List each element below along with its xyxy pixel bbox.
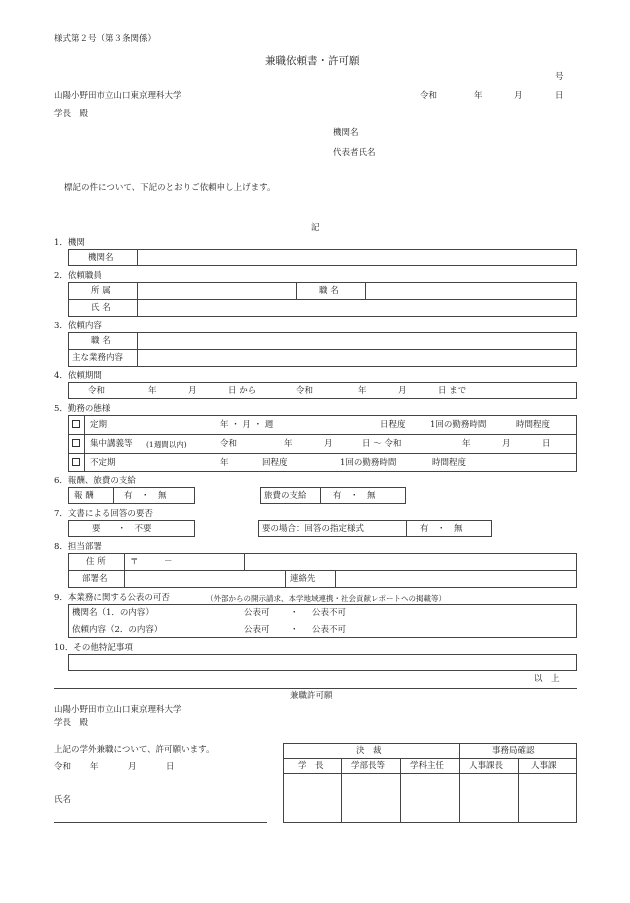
work-irregular-label: 不定期: [90, 458, 116, 468]
work-intensive-day2: 日: [542, 439, 551, 449]
org-label: 機関名: [88, 253, 114, 263]
period-year2: 年: [358, 386, 367, 396]
section8-heading: 8．担当部署: [54, 542, 102, 552]
date-month: 月: [514, 91, 523, 101]
permit-year: 年: [90, 762, 99, 772]
work-irregular-year: 年: [220, 458, 229, 468]
work-intensive-checkbox[interactable]: [72, 439, 80, 447]
permit-university: 山陽小野田市立山口東京理科大学: [54, 705, 182, 715]
reply-format-label: 要の場合：回答の指定様式: [262, 524, 365, 534]
work-intensive-year1: 年: [284, 439, 293, 449]
permit-title: 兼職許可願: [290, 691, 333, 701]
dept-name-label: 部署名: [82, 574, 108, 584]
work-intensive-month2: 月: [502, 439, 511, 449]
period-month2: 月: [398, 386, 407, 396]
section10-heading: 10．その他特記事項: [54, 643, 133, 653]
publish-org-ok[interactable]: 公表可: [244, 608, 270, 618]
office-header: 事務局確認: [492, 746, 535, 756]
signature-line: [54, 822, 267, 823]
decision-header: 決 裁: [356, 746, 382, 756]
staff-dept-label: 所 属: [91, 286, 111, 296]
work-intensive-label: 集中講義等: [90, 439, 133, 449]
work-irregular-hours: 1回の勤務時間: [340, 458, 397, 468]
travel-label: 旅費の支給: [264, 491, 307, 501]
end-mark: 以 上: [534, 674, 560, 684]
dept-contact-label: 連絡先: [290, 574, 316, 584]
work-table: [68, 415, 577, 472]
publish-content-label: 依頼内容（2．の内容）: [72, 625, 163, 635]
number-suffix: 号: [555, 72, 564, 82]
org-table: [68, 249, 577, 266]
work-irregular-approx: 時間程度: [432, 458, 467, 468]
permit-name-label: 氏名: [54, 795, 72, 805]
permit-month: 月: [128, 762, 137, 772]
travel-options[interactable]: 有 ・ 無: [333, 491, 376, 501]
section9-note: （外部からの開示請求、本学地域連携・社会貢献レポートへの掲載等）: [206, 594, 446, 603]
reward-options[interactable]: 有 ・ 無: [124, 491, 167, 501]
publish-org-label: 機関名（1．の内容）: [72, 608, 154, 618]
period-era1: 令和: [88, 386, 106, 396]
work-regular-approx: 時間程度: [516, 420, 551, 430]
col-dept-head: 学科主任: [410, 761, 445, 771]
section9-heading: 9．本業務に関する公表の可否: [54, 593, 170, 603]
permit-addressee: 学長 殿: [54, 718, 89, 728]
work-intensive-note: (1週間以内): [146, 440, 187, 449]
section5-heading: 5．勤務の態様: [54, 404, 111, 414]
work-intensive-era1: 令和: [220, 439, 238, 449]
work-irregular-times: 回程度: [262, 458, 288, 468]
period-day2: 日 まで: [438, 386, 467, 396]
work-intensive-day1: 日 〜 令和: [362, 439, 402, 449]
col-president: 学 長: [298, 761, 324, 771]
col-hr: 人事課: [531, 761, 557, 771]
form-number: 様式第２号（第３条関係）: [54, 34, 157, 44]
work-irregular-checkbox[interactable]: [72, 458, 80, 466]
reply-format-options[interactable]: 有 ・ 無: [420, 524, 463, 534]
section4-heading: 4．依頼期間: [54, 371, 102, 381]
permit-day: 日: [166, 762, 175, 772]
staff-name-label: 氏 名: [91, 303, 111, 313]
work-intensive-month1: 月: [324, 439, 333, 449]
work-regular-days: 日程度: [380, 420, 406, 430]
col-hr-manager: 人事課長: [469, 761, 504, 771]
reward-label: 報 酬: [74, 491, 94, 501]
staff-post-label: 職 名: [319, 286, 339, 296]
period-day1: 日 から: [228, 386, 257, 396]
publish-org-ng[interactable]: 公表不可: [312, 608, 347, 618]
date-day: 日: [555, 91, 564, 101]
work-regular-period: 年 ・ 月 ・ 週: [220, 420, 274, 430]
section7-heading: 7．文書による回答の要否: [54, 509, 153, 519]
permit-era: 令和: [54, 762, 72, 772]
work-regular-hours: 1回の勤務時間: [430, 420, 487, 430]
work-regular-label: 定期: [90, 420, 108, 430]
intro-text: 標記の件について、下記のとおりご依頼申し上げます。: [64, 183, 276, 193]
dept-postal[interactable]: 〒 －: [130, 557, 173, 567]
ki-label: 記: [311, 223, 320, 233]
dept-address-label: 住 所: [86, 557, 106, 567]
separator: [54, 688, 577, 689]
work-intensive-year2: 年: [462, 439, 471, 449]
org-name-label: 機関名: [333, 128, 359, 138]
content-duties-label: 主な業務内容: [72, 353, 124, 363]
date-era: 令和: [420, 91, 438, 101]
section3-heading: 3．依頼内容: [54, 321, 102, 331]
reply-need-options[interactable]: 要 ・ 不要: [92, 524, 152, 534]
period-table: [68, 382, 577, 399]
university-name: 山陽小野田市立山口東京理科大学: [54, 91, 182, 101]
publish-org-dot: ・: [290, 608, 299, 618]
addressee: 学長 殿: [54, 109, 89, 119]
permit-text: 上記の学外兼職について、許可願います。: [54, 745, 215, 755]
rep-name-label: 代表者氏名: [333, 148, 376, 158]
section2-heading: 2．依頼職員: [54, 271, 102, 281]
publish-content-ng[interactable]: 公表不可: [312, 625, 347, 635]
notes-input[interactable]: [68, 654, 577, 671]
date-year: 年: [474, 91, 483, 101]
col-dean: 学部長等: [351, 761, 386, 771]
page-title: 兼職依頼書・許可願: [265, 55, 360, 67]
period-month1: 月: [188, 386, 197, 396]
section1-heading: 1．機関: [54, 238, 85, 248]
work-regular-checkbox[interactable]: [72, 420, 80, 428]
section6-heading: 6．報酬、旅費の支給: [54, 476, 136, 486]
period-era2: 令和: [296, 386, 314, 396]
publish-content-ok[interactable]: 公表可: [244, 625, 270, 635]
content-post-label: 職 名: [91, 336, 111, 346]
publish-content-dot: ・: [290, 625, 299, 635]
period-year1: 年: [148, 386, 157, 396]
